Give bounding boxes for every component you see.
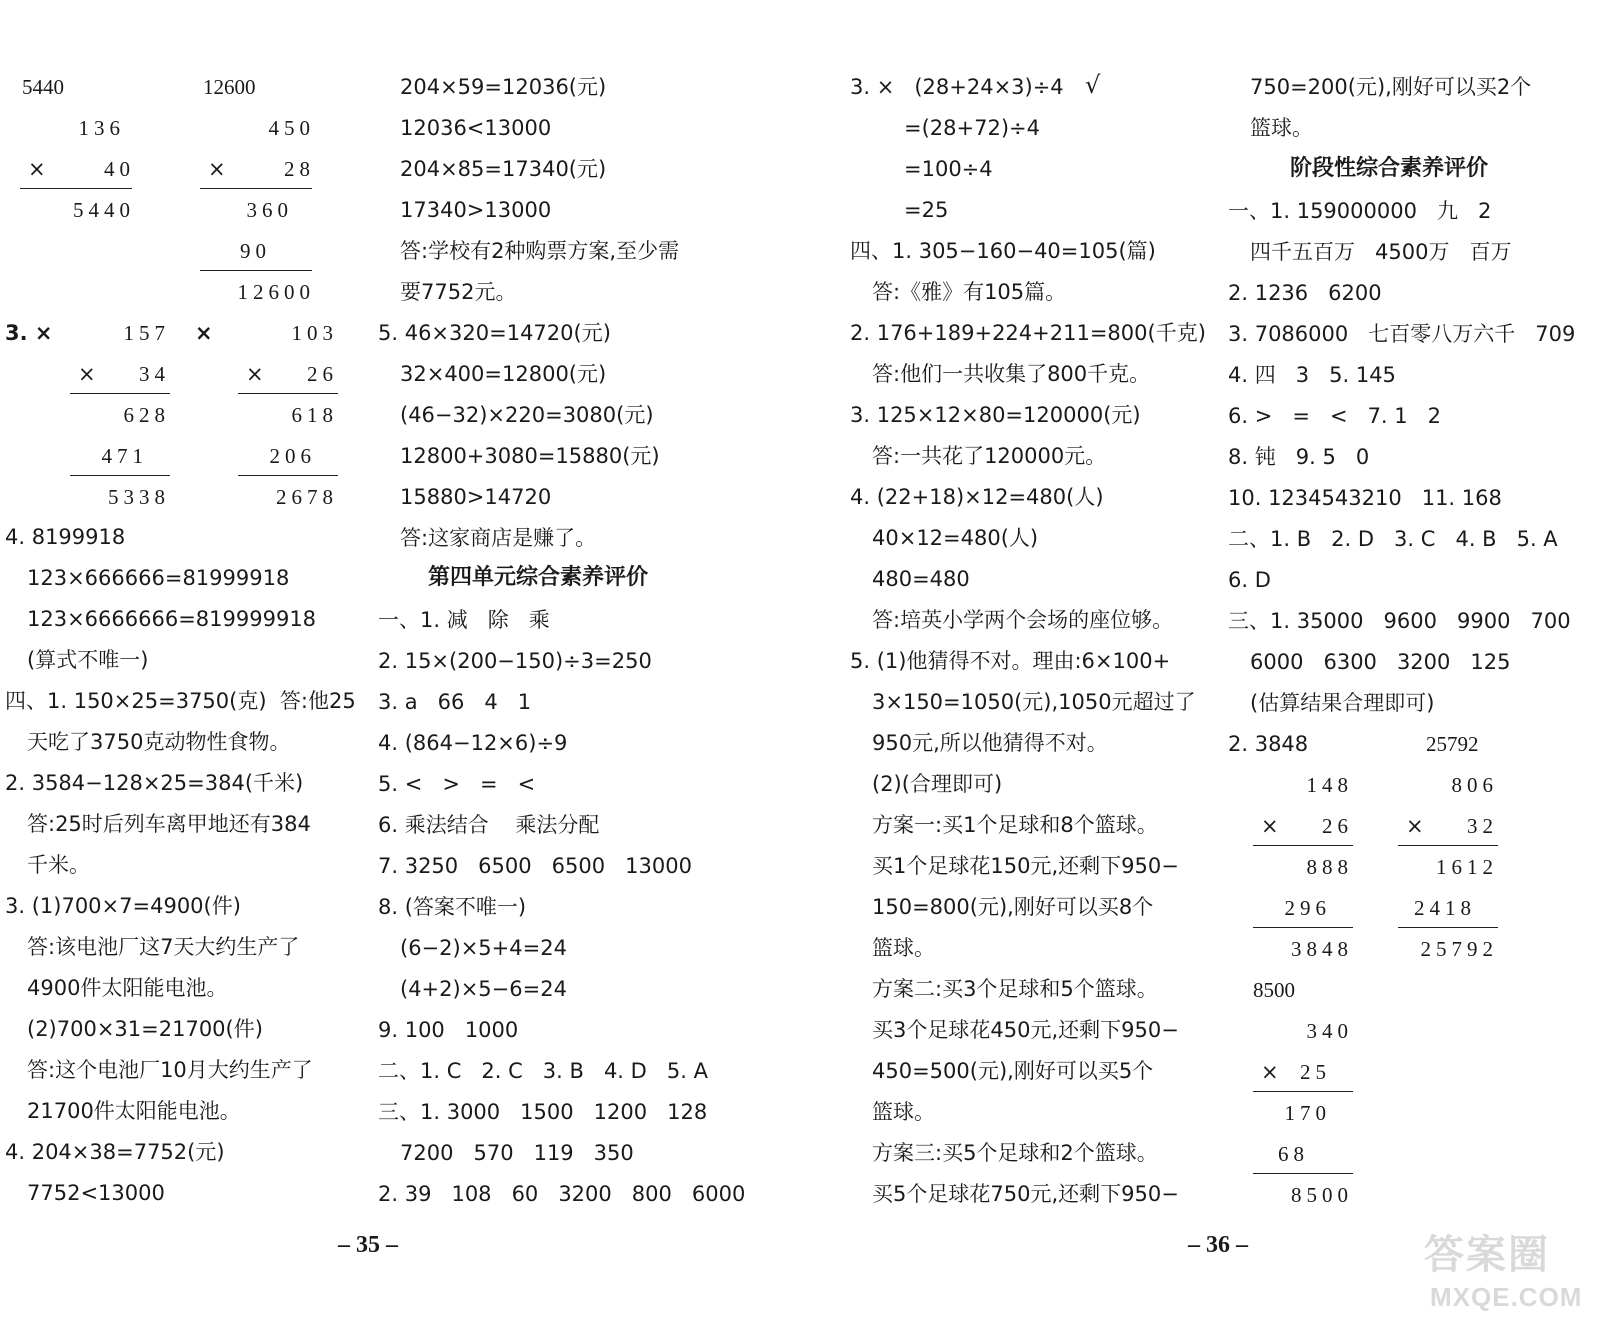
multiplicand: 450 <box>268 116 315 140</box>
answer-line: 四、1. 150×25=3750(克) 答:他25 <box>5 689 356 713</box>
multiply-sign: × <box>28 157 46 181</box>
partial-product: 296 <box>1284 896 1331 920</box>
answer-line: 天吃了3750克动物性食物。 <box>27 730 291 754</box>
multiply-sign: × <box>1261 1060 1279 1084</box>
column-3 <box>850 0 1220 1250</box>
partial-product: 170 <box>1284 1101 1331 1125</box>
answer-line: 123×666666=81999918 <box>27 566 290 590</box>
answer-line: 10. 1234543210 11. 168 <box>1228 486 1502 510</box>
answer-line: =(28+72)÷4 <box>904 116 1040 140</box>
answer-line: 答:这家商店是赚了。 <box>400 526 597 550</box>
answer-line: 篮球。 <box>1250 116 1313 140</box>
answer-line: 一、1. 159000000 九 2 <box>1228 199 1492 223</box>
calc-line <box>20 188 132 189</box>
answer-line: 123×6666666=819999918 <box>27 607 317 631</box>
answer-line: 4. (864−12×6)÷9 <box>378 731 568 755</box>
multiplier: 26 <box>1322 814 1353 838</box>
answer-line: (2)700×31=21700(件) <box>27 1017 263 1041</box>
calc-line <box>1253 1091 1353 1092</box>
answer-line: 答:学校有2种购票方案,至少需 <box>400 239 680 263</box>
section-heading: 阶段性综合素养评价 <box>1290 156 1489 181</box>
answer-line: =25 <box>904 198 949 222</box>
calc-line <box>200 270 312 271</box>
partial-product: 90 <box>240 239 271 263</box>
answer-line: 15880>14720 <box>400 485 552 509</box>
answer-line: 4. (22+18)×12=480(人) <box>850 485 1104 509</box>
calc-line <box>1253 845 1353 846</box>
multiplier: 34 <box>139 362 170 386</box>
answer-line: 方案一:买1个足球和8个篮球。 <box>872 813 1158 837</box>
multiplicand: 340 <box>1306 1019 1353 1043</box>
watermark-logo <box>1424 1223 1594 1313</box>
answer-line: 答:这个电池厂10月大约生产了 <box>27 1058 313 1082</box>
multiplier: 28 <box>284 157 315 181</box>
answer-line: 21700件太阳能电池。 <box>27 1099 241 1123</box>
answer-line: 4. 四 3 5. 145 <box>1228 363 1396 387</box>
answer-line: 2. 3848 <box>1228 732 1309 756</box>
multiply-sign: × <box>78 362 96 386</box>
answer-line: 4. 8199918 <box>5 525 126 549</box>
answer-line: 一、1. 减 除 乘 <box>378 608 550 632</box>
multiply-sign: × <box>246 362 264 386</box>
partial-product: 68 <box>1278 1142 1309 1166</box>
answer-line: 3. 125×12×80=120000(元) <box>850 403 1141 427</box>
answer-line: (算式不唯一) <box>27 648 149 672</box>
watermark-url: MXQE.COM <box>1430 1282 1583 1312</box>
answer-line: 6. 乘法结合 乘法分配 <box>378 813 600 837</box>
answer-value: 8500 <box>1253 978 1295 1002</box>
partial-product: 1612 <box>1436 855 1498 879</box>
answer-line: (估算结果合理即可) <box>1250 691 1435 715</box>
product: 8500 <box>1291 1183 1353 1207</box>
partial-product: 618 <box>291 403 338 427</box>
answer-line: 二、1. C 2. C 3. B 4. D 5. A <box>378 1059 708 1083</box>
answer-value: 5440 <box>22 75 64 99</box>
answer-line: 4900件太阳能电池。 <box>27 976 228 1000</box>
answer-line: 480=480 <box>872 567 970 591</box>
answer-line: 12800+3080=15880(元) <box>400 444 660 468</box>
answer-line: 8. (答案不唯一) <box>378 895 527 919</box>
answer-line: 5. < > = < <box>378 772 536 796</box>
product: 12600 <box>237 280 315 304</box>
answer-line: 篮球。 <box>872 936 935 960</box>
answer-line: 5. 46×320=14720(元) <box>378 321 611 345</box>
answer-line: 2. 1236 6200 <box>1228 281 1382 305</box>
answer-line: 6000 6300 3200 125 <box>1250 650 1511 674</box>
product: 5338 <box>108 485 170 509</box>
answer-line: 答:《雅》有105篇。 <box>872 280 1067 304</box>
product: 5440 <box>73 198 135 222</box>
answer-line: 3. (1)700×7=4900(件) <box>5 894 241 918</box>
answer-line: 3. × (28+24×3)÷4 <box>850 75 1064 99</box>
answer-line: 四千五百万 4500万 百万 <box>1250 240 1512 264</box>
answer-line: 四、1. 305−160−40=105(篇) <box>850 239 1156 263</box>
answer-line: 450=500(元),刚好可以买5个 <box>872 1059 1154 1083</box>
answer-line: 答:培英小学两个会场的座位够。 <box>872 608 1174 632</box>
answer-line: 2. 176+189+224+211=800(千克) <box>850 321 1206 345</box>
answer-line: 3. a 66 4 1 <box>378 690 532 714</box>
answer-line: 答:该电池厂这7天大约生产了 <box>27 935 300 959</box>
vertical-calculation <box>1398 771 1498 971</box>
partial-product: 471 <box>101 444 148 468</box>
answer-line: 204×85=17340(元) <box>400 157 607 181</box>
answer-line: 5. (1)他猜得不对。理由:6×100+ <box>850 649 1171 673</box>
product: 25792 <box>1420 937 1498 961</box>
cross-mark: × <box>195 321 213 345</box>
answer-line: (2)(合理即可) <box>872 772 1003 796</box>
answer-line: 6. D <box>1228 568 1271 592</box>
answer-line: 二、1. B 2. D 3. C 4. B 5. A <box>1228 527 1558 551</box>
answer-line: 7. 3250 6500 6500 13000 <box>378 854 692 878</box>
calc-line <box>200 188 312 189</box>
answer-line: 答:25时后列车离甲地还有384 <box>27 812 311 836</box>
multiplicand: 103 <box>291 321 338 345</box>
vertical-calculation <box>1253 771 1353 971</box>
multiplier: 25 <box>1300 1060 1331 1084</box>
answer-line: 买3个足球花450元,还剩下950− <box>872 1018 1179 1042</box>
answer-line: 方案三:买5个足球和2个篮球。 <box>872 1141 1158 1165</box>
answer-line: 2. 15×(200−150)÷3=250 <box>378 649 652 673</box>
page-number-left: – 35 – <box>338 1232 398 1258</box>
answer-line: 204×59=12036(元) <box>400 75 607 99</box>
multiplier: 40 <box>104 157 135 181</box>
partial-product: 206 <box>269 444 316 468</box>
answer-line: 2. 39 108 60 3200 800 6000 <box>378 1182 746 1206</box>
answer-line: 3. 7086000 七百零八万六千 709 <box>1228 322 1576 346</box>
answer-line: 买1个足球花150元,还剩下950− <box>872 854 1179 878</box>
item-label: 3. × <box>5 321 53 345</box>
answer-line: 答:他们一共收集了800千克。 <box>872 362 1151 386</box>
answer-line: 150=800(元),刚好可以买8个 <box>872 895 1154 919</box>
partial-product: 360 <box>246 198 293 222</box>
partial-product: 888 <box>1306 855 1353 879</box>
answer-value: 12600 <box>203 75 256 99</box>
answer-line: 8. 钝 9. 5 0 <box>1228 445 1370 469</box>
answer-line: 17340>13000 <box>400 198 552 222</box>
column-4 <box>1228 0 1596 1250</box>
vertical-calculation <box>70 319 170 519</box>
section-heading: 第四单元综合素养评价 <box>428 565 649 590</box>
answer-line: (4+2)×5−6=24 <box>400 977 567 1001</box>
answer-line: 12036<13000 <box>400 116 552 140</box>
check-mark: √ <box>1085 71 1101 99</box>
product: 2678 <box>276 485 338 509</box>
multiply-sign: × <box>1261 814 1279 838</box>
answer-line: (6−2)×5+4=24 <box>400 936 567 960</box>
calc-line <box>70 475 170 476</box>
calc-line <box>238 393 338 394</box>
answer-line: 7200 570 119 350 <box>400 1141 634 1165</box>
answer-line: 750=200(元),刚好可以买2个 <box>1250 75 1532 99</box>
answer-line: 要7752元。 <box>400 280 517 304</box>
answer-line: 方案二:买3个足球和5个篮球。 <box>872 977 1158 1001</box>
answer-line: 950元,所以他猜得不对。 <box>872 731 1108 755</box>
calc-line <box>238 475 338 476</box>
answer-line: 买5个足球花750元,还剩下950− <box>872 1182 1179 1206</box>
answer-line: 4. 204×38=7752(元) <box>5 1140 225 1164</box>
multiplicand: 136 <box>78 116 125 140</box>
multiplicand: 806 <box>1451 773 1498 797</box>
answer-line: 6. > = < 7. 1 2 <box>1228 404 1442 428</box>
answer-line: 千米。 <box>27 853 90 877</box>
answer-line: 7752<13000 <box>27 1181 165 1205</box>
partial-product: 2418 <box>1414 896 1476 920</box>
product: 3848 <box>1291 937 1353 961</box>
answer-line: 2. 3584−128×25=384(千米) <box>5 771 304 795</box>
partial-product: 628 <box>123 403 170 427</box>
vertical-calculation <box>200 114 315 314</box>
multiplier: 32 <box>1467 814 1498 838</box>
answer-line: 答:一共花了120000元。 <box>872 444 1107 468</box>
answer-line: 40×12=480(人) <box>872 526 1039 550</box>
multiplicand: 148 <box>1306 773 1353 797</box>
calc-line <box>1253 927 1353 928</box>
watermark-text: 答案圈 <box>1424 1233 1550 1277</box>
column-1 <box>0 0 370 1250</box>
vertical-calculation <box>238 319 338 519</box>
answer-line: (46−32)×220=3080(元) <box>400 403 654 427</box>
answer-line: 32×400=12800(元) <box>400 362 607 386</box>
answer-line: 9. 100 1000 <box>378 1018 519 1042</box>
calc-line <box>70 393 170 394</box>
multiplicand: 157 <box>123 321 170 345</box>
answer-value: 25792 <box>1426 732 1479 756</box>
calc-line <box>1398 927 1498 928</box>
answer-line: 三、1. 3000 1500 1200 128 <box>378 1100 708 1124</box>
answer-line: 三、1. 35000 9600 9900 700 <box>1228 609 1571 633</box>
calc-line <box>1398 845 1498 846</box>
multiply-sign: × <box>1406 814 1424 838</box>
answer-line: =100÷4 <box>904 157 993 181</box>
vertical-calculation <box>20 114 135 234</box>
multiplier: 26 <box>307 362 338 386</box>
answer-line: 3×150=1050(元),1050元超过了 <box>872 690 1196 714</box>
answer-line: 篮球。 <box>872 1100 935 1124</box>
calc-line <box>1253 1173 1353 1174</box>
column-2 <box>378 0 748 1250</box>
multiply-sign: × <box>208 157 226 181</box>
page-number-right: – 36 – <box>1188 1232 1248 1258</box>
vertical-calculation <box>1253 1017 1353 1217</box>
